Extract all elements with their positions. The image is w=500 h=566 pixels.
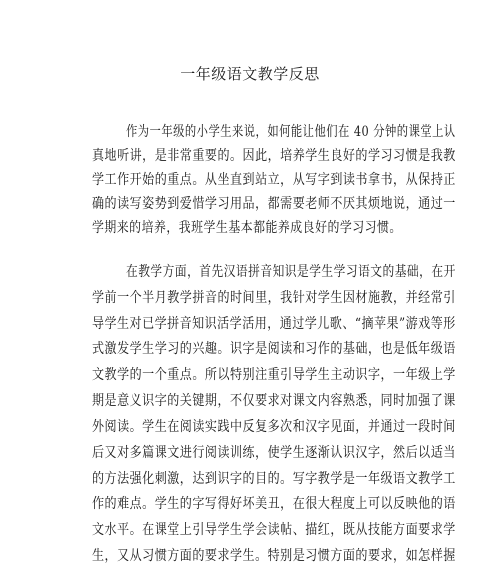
- paragraph-line: 外阅读。学生在阅读实践中反复多次和汉字见面，并通过一段时间: [92, 419, 456, 435]
- paragraph-line: 期是意义识字的关键期，不仅要求对课文内容熟悉，同时加强了课: [92, 393, 456, 409]
- paragraph-line: 作为一年级的小学生来说，如何能让他们在 40 分钟的课堂上认: [126, 124, 456, 140]
- paragraph-line: 式激发学生学习的兴趣。识字是阅读和习作的基础，也是低年级语: [92, 341, 456, 357]
- paragraph-line: 生，又从习惯方面的要求学生。特别是习惯方面的要求，如怎样握: [92, 548, 456, 564]
- paragraph-line: 在教学方面，首先汉语拼音知识是学生学习语文的基础，在开: [126, 264, 456, 280]
- paragraph-line: 真地听讲，是非常重要的。因此，培养学生良好的学习习惯是我教: [92, 148, 456, 164]
- document-title: 一年级语文教学反思: [180, 65, 320, 83]
- paragraph-line: 后又对多篇课文进行阅读训练，使学生逐渐认识汉字，然后以适当: [92, 445, 456, 461]
- paragraph-line: 确的读写姿势到爱惜学习用品，都需要老师不厌其烦地说，通过一: [92, 196, 456, 212]
- paragraph-line: 学期来的培养，我班学生基本都能养成良好的学习习惯。: [92, 220, 402, 236]
- paragraph-line: 的方法强化刺激，达到识字的目的。写字教学是一年级语文教学工: [92, 471, 456, 487]
- paragraph-line: 作的难点。学生的字写得好坏美丑，在很大程度上可以反映他的语: [92, 496, 456, 512]
- paragraph-line: 文水平。在课堂上引导学生学会读帖、描红，既从技能方面要求学: [92, 522, 456, 538]
- paragraph-line: 学工作开始的重点。从坐直到站立，从写字到读书拿书，从保持正: [92, 172, 456, 188]
- paragraph-line: 文教学的一个重点。所以特别注重引导学生主动识字，一年级上学: [92, 367, 456, 383]
- paragraph-line: 导学生对已学拼音知识活学活用，通过学儿歌、“摘苹果”游戏等形: [92, 316, 456, 332]
- paragraph-line: 学前一个半月教学拼音的时间里，我针对学生因材施教，并经常引: [92, 290, 456, 306]
